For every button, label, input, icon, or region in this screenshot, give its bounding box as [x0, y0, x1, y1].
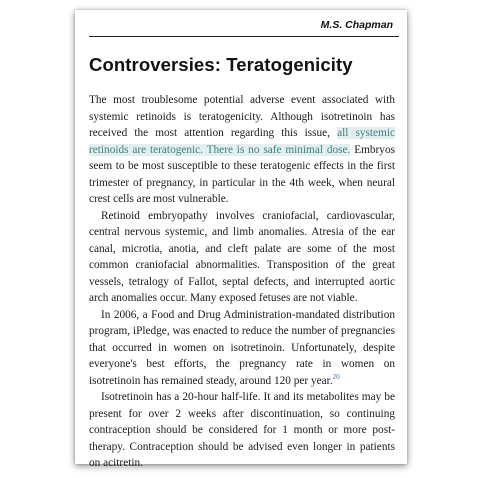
paragraph-embryopathy: Retinoid embryopathy involves craniofacial, cardiovascular, central nervous systemic, and limb anomalies. Atresia of the ear canal, microtia, anotia, and cleft palate are some of the most common craniofacial abnormalities. Transposition of the great vessels, tetralogy of Fallot, septal defects, and interrupted aortic arch anomalies occur. Many exposed fetuses are not viable.	[89, 209, 395, 304]
highlighted-text[interactable]: all systemic retinoids are teratogenic. There is no safe minimal dose.	[89, 127, 395, 156]
body-text	[89, 92, 395, 472]
paragraph-text: Embryos seem to be most susceptible to these teratogenic effects in the first trimester of pregnancy, in particular in the 4th week, when neural crest cells are most vulnerable.	[89, 143, 395, 205]
document-page	[75, 10, 407, 469]
paragraph-half-life: Isotretinoin has a 20-hour half-life. It and its metabolites may be present for over 2 weeks after discontinuation, so continuing contraception should be considered for 1 month or more post-therapy. Contraception should be advised even longer in patients on acitretin.	[89, 391, 395, 469]
paragraph-text: In 2006, a Food and Drug Administration-mandated distribution program, iPledge, was enacted to reduce the number of pregnancies that occurred in women on isotretinoin. Unfortunately, despite everyone's best efforts, the pregnancy rate in women on isotretinoin has remained steady, around 120 per year.	[89, 308, 395, 387]
paragraph-ipledge	[89, 307, 395, 390]
section-title: Controversies: Teratogenicity	[89, 54, 353, 75]
paragraph-teratogenicity	[89, 92, 395, 208]
reference-link[interactable]: 20	[332, 372, 340, 381]
running-head: M.S. Chapman	[320, 19, 393, 31]
header-rule	[89, 36, 399, 37]
paragraph-text: The most troublesome potential adverse event associated with systemic retinoids is teratogenicity. Although isotretinoin has received the most attention regarding this issue,	[89, 94, 395, 139]
